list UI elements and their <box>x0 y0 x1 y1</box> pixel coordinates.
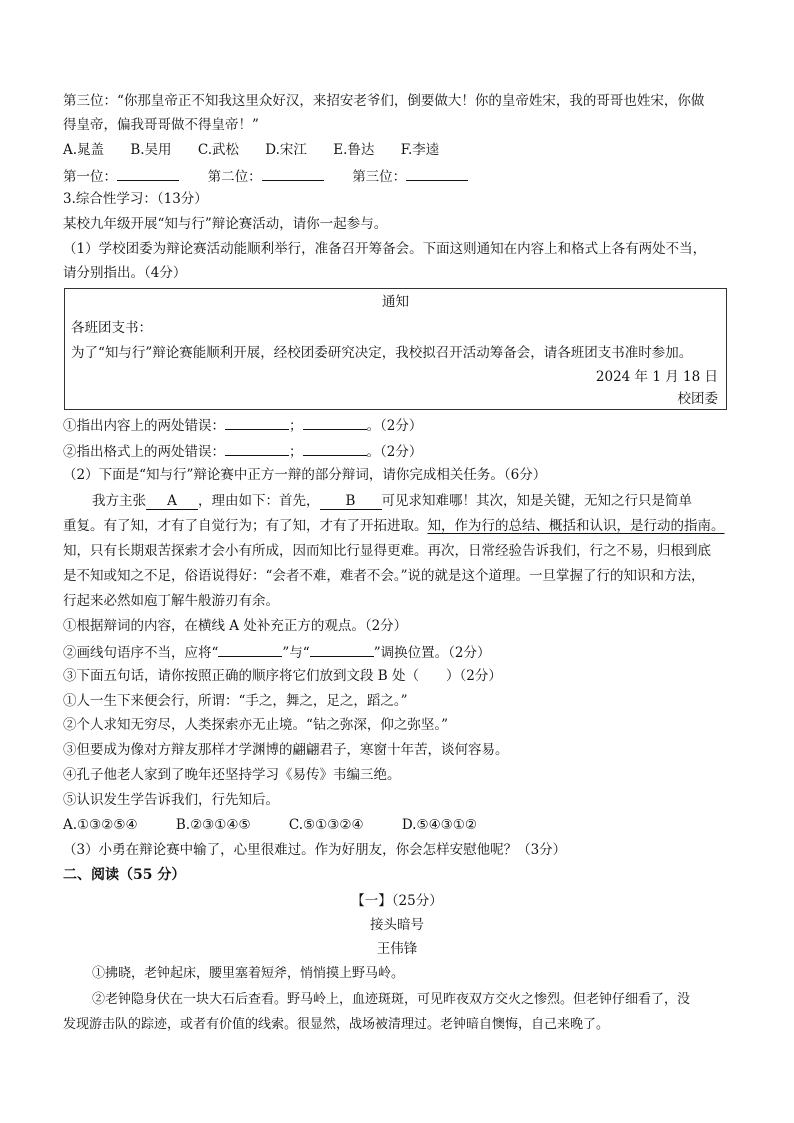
option-f: F.李逵 <box>400 142 440 158</box>
story-paragraph: ①拂晓，老钟起床，腰里塞着短斧，悄悄摸上野马岭。 <box>92 966 405 981</box>
section-heading: 二、阅读（55 分） <box>63 867 186 883</box>
option-a: A.晁盖 <box>63 142 105 158</box>
passage-text: 可见求知难哪！其次，知是关键，无知之行只是简单 <box>381 493 692 509</box>
subquestion-text: （1）学校团委为辩论赛活动能顺利举行，准备召开筹备会。下面这则通知在内容上和格式上各有两处不当， <box>63 241 707 257</box>
answer-blank[interactable] <box>218 642 282 657</box>
answer-blank-3[interactable] <box>406 166 468 181</box>
blank-label-3: 第三位： <box>352 169 407 185</box>
passage-line: 知，只有长期艰苦探索才会小有所成，因而知比行显得更难。再次，日常经验告诉我们，行之不易，归根到底 <box>63 543 711 559</box>
separator: ； <box>289 444 303 460</box>
passage-text: 我方主张 <box>92 493 146 509</box>
task-3: ③下面五句话，请你按照正确的顺序将它们放到文段 B 处（ ）（2分） <box>63 668 502 684</box>
question-text: 得皇帝，偏我哥哥做不得皇帝！” <box>63 117 259 133</box>
option-c: C.武松 <box>197 142 239 158</box>
option-b: B.吴用 <box>130 142 172 158</box>
passage-line: 是不知或知之不足，俗语说得好：“会者不难，难者不会。”说的就是这个道理。一旦掌握了行的知识和方法， <box>63 568 705 584</box>
choice-b: B.②③①④⑤ <box>175 817 251 833</box>
blank-b[interactable]: B <box>320 494 382 510</box>
sentence-2: ②个人求知无穷尽，人类探索亦无止境。“钻之弥深，仰之弥坚。” <box>63 717 449 733</box>
notice-addressee: 各班团支书： <box>71 320 152 336</box>
story-paragraph: 发现游击队的踪迹，或者有价值的线索。很显然，战场被清理过。老钟暗自懊悔，自己来晚了。 <box>63 1017 610 1032</box>
task-text: ②画线句语序不当，应将“ <box>63 645 219 661</box>
notice-date: 2024 年 1 月 18 日 <box>595 369 718 385</box>
story-author: 王伟锋 <box>376 941 418 957</box>
part-label: 【一】（25分） <box>351 893 443 909</box>
answer-line-content <box>63 415 422 435</box>
answer-blanks <box>63 166 468 186</box>
notice-title: 通知 <box>382 294 409 310</box>
answer-blank[interactable] <box>310 642 374 657</box>
choice-list <box>63 816 511 834</box>
answer-prompt: ①指出内容上的两处错误： <box>63 418 225 434</box>
passage-line <box>92 492 692 510</box>
choice-c: C.⑤①③②④ <box>288 817 364 833</box>
passage-line: 行起来必然如庖丁解牛般游刃有余。 <box>63 593 279 609</box>
notice-signature: 校团委 <box>677 391 718 407</box>
answer-blank[interactable] <box>225 441 289 456</box>
task-2 <box>63 642 490 662</box>
question-intro: 某校九年级开展“知与行”辩论赛活动，请你一起参与。 <box>63 216 388 232</box>
passage-text: ，理由如下：首先， <box>198 493 320 509</box>
choice-d: D.⑤④③①② <box>401 817 477 833</box>
notice-body: 为了“知与行”辩论赛能顺利开展，经校团委研究决定，我校拟召开活动筹备会，请各班团支书准时参加。 <box>71 345 693 361</box>
choice-a: A.①③②⑤④ <box>63 817 138 833</box>
option-list <box>63 141 461 159</box>
answer-blank-2[interactable] <box>262 166 324 181</box>
task-text: ”调换位置。（2分） <box>373 645 491 661</box>
passage-text: 重复。有了知，才有了自觉行为；有了知，才有了开拓进取。 <box>63 518 428 534</box>
sentence-4: ④孔子他老人家到了晚年还坚持学习《易传》韦编三绝。 <box>63 767 401 783</box>
story-paragraph: ②老钟隐身伏在一块大石后查看。野马岭上，血迹斑斑，可见昨夜双方交火之惨烈。但老钟仔细看了，没 <box>92 992 691 1007</box>
blank-a[interactable]: A <box>146 494 198 510</box>
answer-blank-1[interactable] <box>117 166 179 181</box>
answer-blank[interactable] <box>303 441 367 456</box>
blank-label-2: 第二位： <box>207 169 262 185</box>
notice-box <box>64 288 727 410</box>
subquestion-text: （3）小勇在辩论赛中输了，心里很难过。作为好朋友，你会怎样安慰他呢？（3分） <box>63 842 567 858</box>
separator: ； <box>289 418 303 434</box>
subquestion-text: 请分别指出。（4分） <box>63 265 187 281</box>
sentence-1: ①人一生下来便会行，所谓：“手之，舞之，足之，蹈之。” <box>63 693 408 709</box>
task-1: ①根据辩词的内容，在横线 A 处补充正方的观点。（2分） <box>63 618 408 634</box>
blank-label-1: 第一位： <box>63 169 117 185</box>
answer-line-format <box>63 441 422 461</box>
option-e: E.鲁达 <box>333 142 375 158</box>
task-text: ”与“ <box>282 645 310 661</box>
score-note: 。（2分） <box>366 418 423 434</box>
score-note: 。（2分） <box>366 444 423 460</box>
story-title: 接头暗号 <box>370 917 424 933</box>
answer-blank[interactable] <box>303 415 367 430</box>
sentence-5: ⑤认识发生学告诉我们，行先知后。 <box>63 792 279 808</box>
question-text: 第三位：“你那皇帝正不知我这里众好汉，来招安老爷们，倒要做大！你的皇帝姓宋，我的哥哥也姓宋，你做 <box>63 93 705 109</box>
answer-blank[interactable] <box>225 415 289 430</box>
question-heading: 3.综合性学习：（13分） <box>63 191 208 207</box>
answer-prompt: ②指出格式上的两处错误： <box>63 444 225 460</box>
subquestion-text: （2）下面是“知与行”辩论赛中正方一辩的部分辩词，请你完成相关任务。（6分） <box>63 467 547 483</box>
underlined-sentence: 知，作为行的总结、概括和认识，是行动的指南。 <box>427 518 725 534</box>
option-d: D.宋江 <box>265 142 307 158</box>
passage-line <box>63 517 725 535</box>
sentence-3: ③但要成为像对方辩友那样才学渊博的翩翩君子，寒窗十年苦，谈何容易。 <box>63 742 509 758</box>
